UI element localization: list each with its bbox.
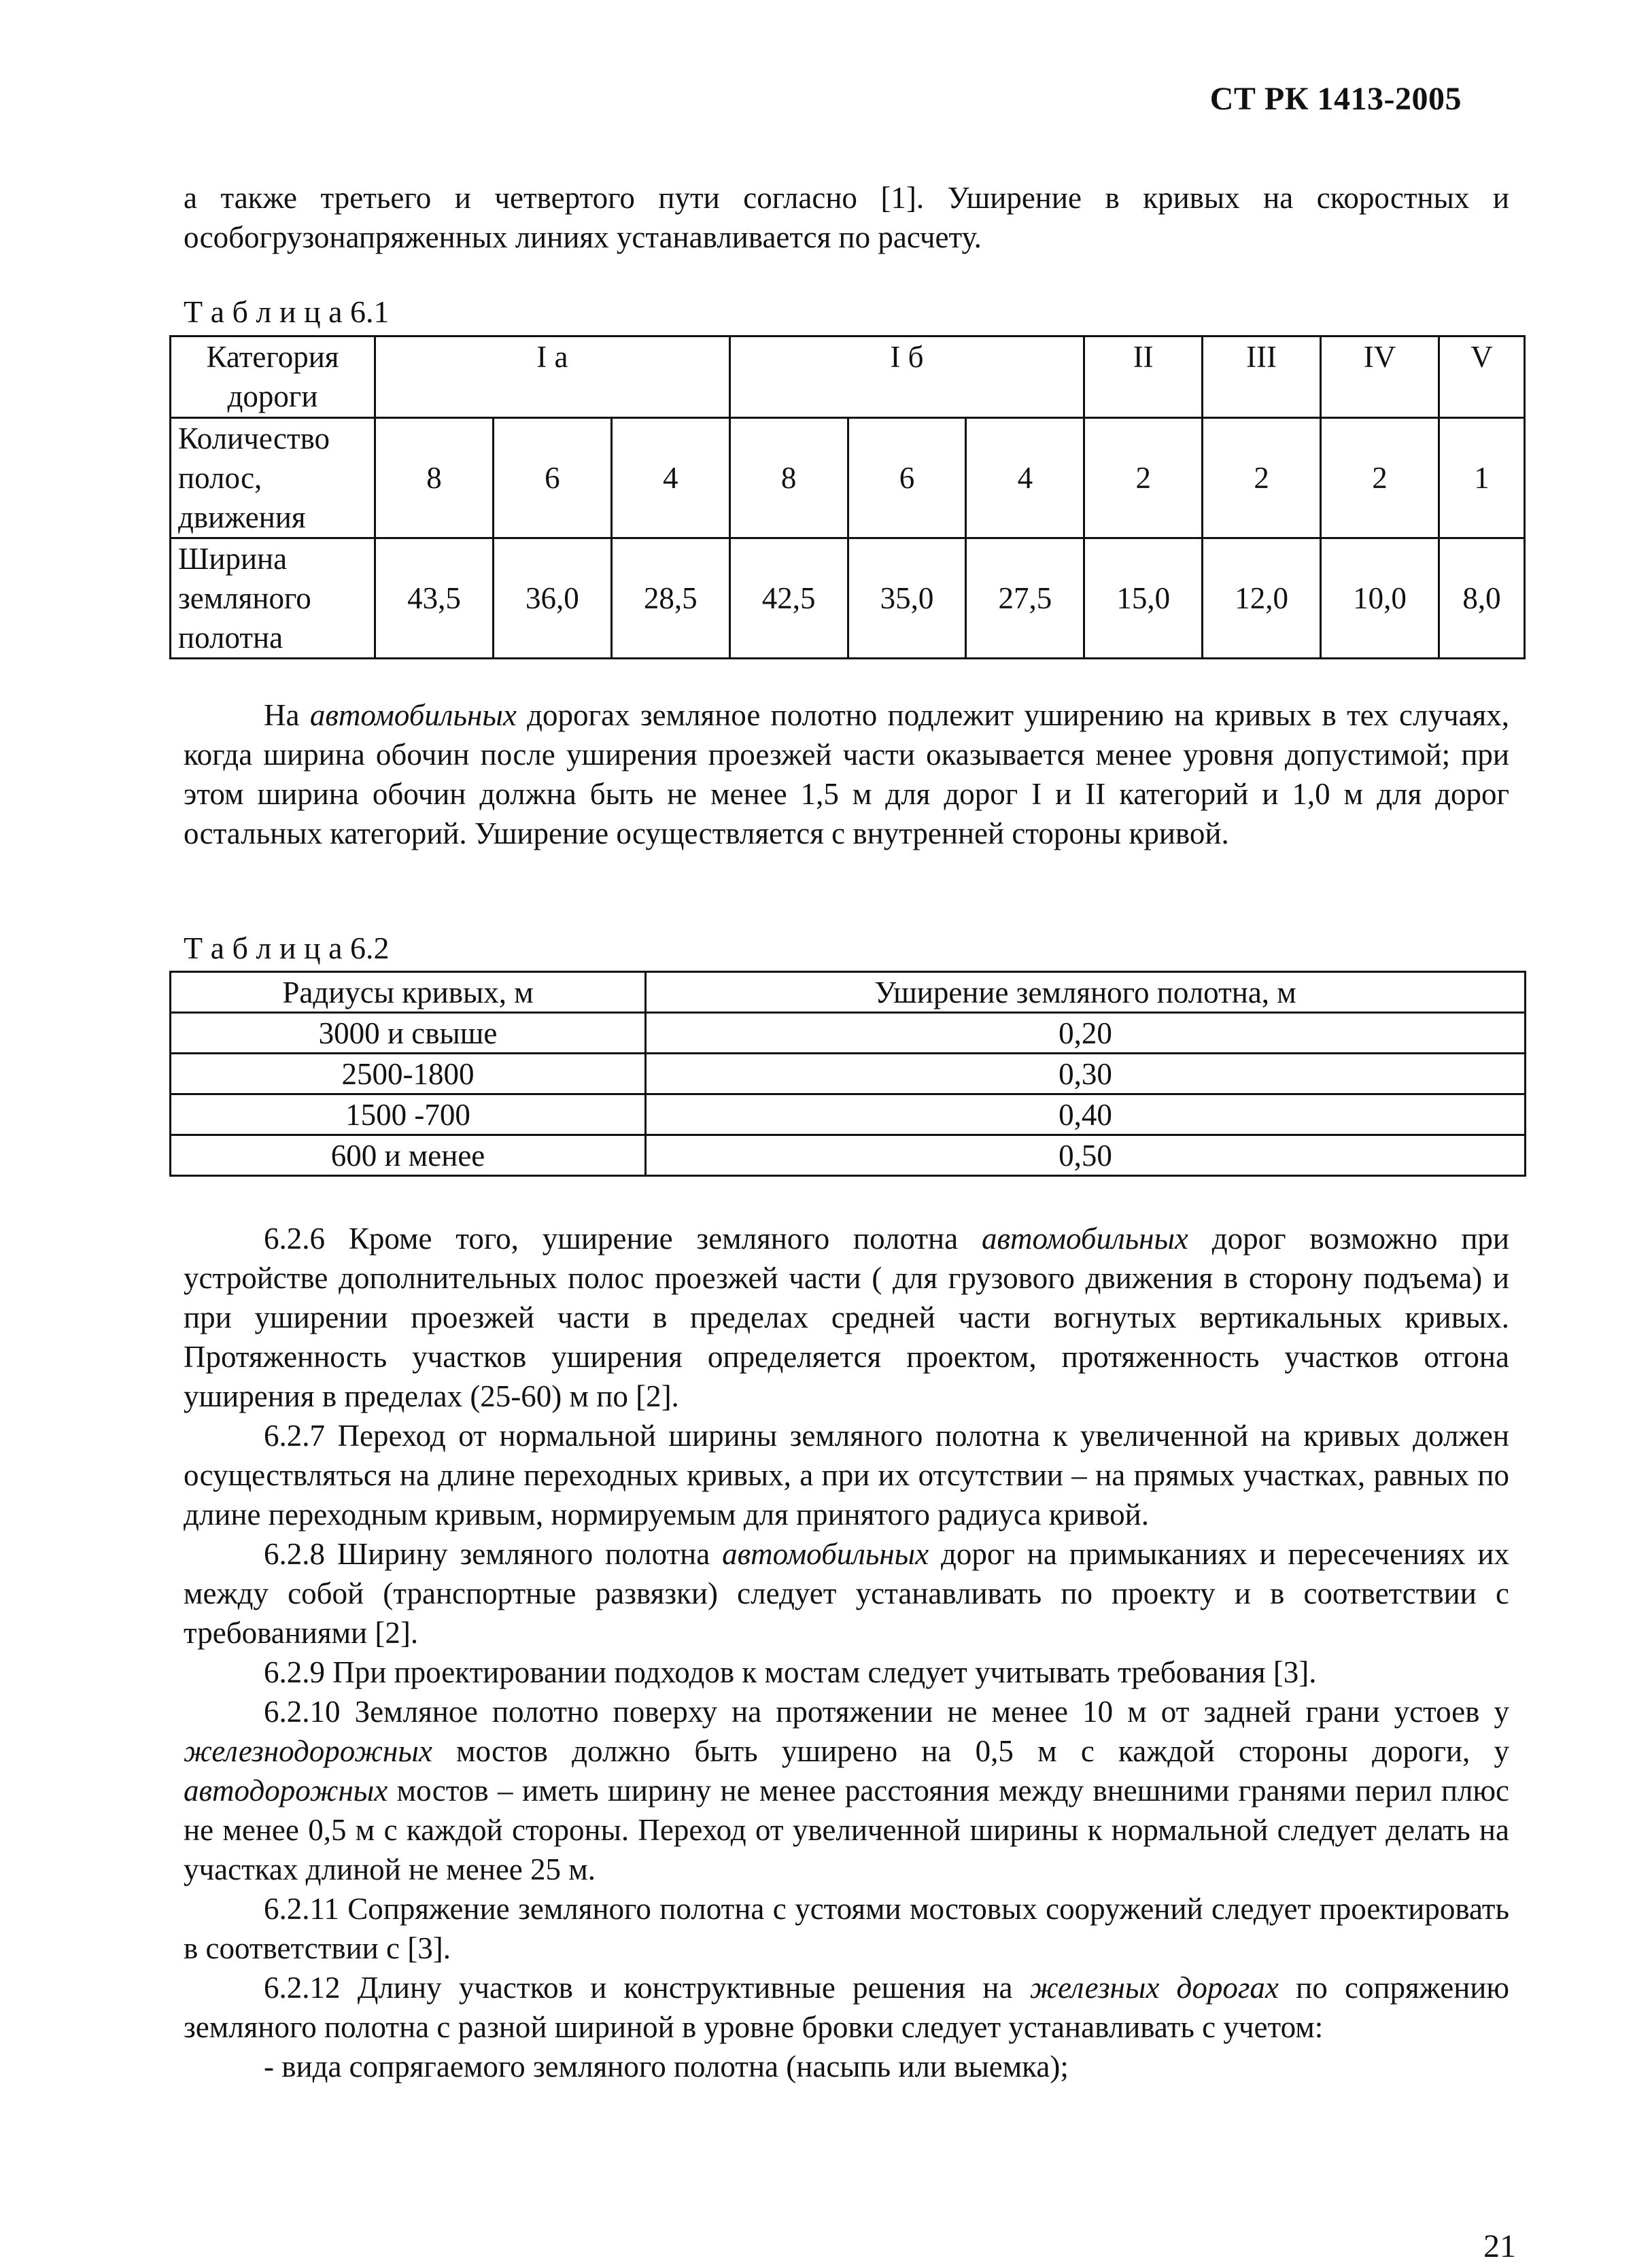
table-row [171,336,1525,418]
table-cell: 3000 и свыше [171,1013,646,1054]
list-item: - вида сопрягаемого земляного полотна (насыпь или выемка); [264,2050,1069,2084]
category-cell: V [1439,336,1524,418]
section-6-2-6: 6.2.6 Кроме того, уширение земляного полотна автомобильных дорог возможно при устройстве дополнительных полос проезжей части ( для грузового движения в сторону подъема) и при уширении проезжей части в пределах средней части вогнутых вертикальных кривых. Протяженность участков уширения определяется проектом, протяженность участков отгона уширения в пределах (25-60) м по [2]. [184,1222,1510,1413]
section-6-2-9: 6.2.9 При проектировании подходов к мостам следует учитывать требования [3]. [264,1655,1317,1689]
table-cell: 12,0 [1203,538,1321,659]
table-cell: 1 [1439,418,1524,538]
curve-widening-table [169,971,1526,1177]
table-cell: 6 [493,418,611,538]
table-row [171,418,1525,538]
table-row [171,1135,1526,1176]
table-header-cell: Радиусы кривых, м [171,972,646,1013]
table-cell: 4 [611,418,729,538]
table-cell: 0,30 [646,1054,1526,1094]
table-row [171,1054,1526,1094]
table-cell: 0,40 [646,1094,1526,1135]
category-cell: I а [375,336,730,418]
sections-body [184,1219,1509,2086]
category-cell: I б [729,336,1084,418]
auto-roads-paragraph: На автомобильных дорогах земляное полотно подлежит уширению на кривых в тех случаях, когда ширина обочин после уширения проезжей части оказывается менее уровня допустимой; при этом ширина обочин должна быть не менее 1,5 м для дорог I и II категорий и 1,0 м для дорог остальных категорий. Уширение осуществляется с внутренней стороны кривой. [184,698,1509,850]
table-cell: 0,50 [646,1135,1526,1176]
table-cell: 2 [1084,418,1203,538]
table-cell: 4 [966,418,1084,538]
intro-paragraph [184,178,1509,257]
page-number: 21 [1483,2228,1516,2264]
table-cell: 27,5 [966,538,1084,659]
table-cell: 8,0 [1439,538,1524,659]
table-cell: 2500-1800 [171,1054,646,1094]
table-cell: 600 и менее [171,1135,646,1176]
table2-caption: Т а б л и ц а 6.2 [184,931,390,965]
table-cell: 6 [848,418,966,538]
section-6-2-7: 6.2.7 Переход от нормальной ширины земляного полотна к увеличенной на кривых должен осуществляться на длине переходных кривых, а при их отсутствии – на прямых участках, равных по длине переходным кривым, нормируемым для принятого радиуса кривой. [184,1419,1509,1532]
row-label-lanes: Количество полос, движения [171,418,375,538]
category-cell: IV [1321,336,1439,418]
table-cell: 43,5 [375,538,494,659]
table-cell: 36,0 [493,538,611,659]
category-cell: II [1084,336,1203,418]
section-6-2-12: 6.2.12 Длину участков и конструктивные решения на железных дорогах по сопряжению земляного полотна с разной шириной в уровне бровки следует устанавливать с учетом: [184,1971,1509,2044]
row-label-width: Ширина земляного полотна [171,538,375,659]
table-cell: 0,20 [646,1013,1526,1054]
table-cell: 15,0 [1084,538,1203,659]
document-code-header: СТ РК 1413-2005 [1209,81,1462,117]
table-cell: 8 [729,418,848,538]
table-header-cell: Уширение земляного полотна, м [646,972,1526,1013]
category-cell: III [1203,336,1321,418]
table-cell: 35,0 [848,538,966,659]
intro-text: а также третьего и четвертого пути согласно [1]. Уширение в кривых на скоростных и особогрузонапряженных линиях устанавливается по расчету. [184,181,1509,254]
table-row [171,1094,1526,1135]
section-6-2-10: 6.2.10 Земляное полотно поверху на протяжении не менее 10 м от задней грани устоев у железнодорожных мостов должно быть уширено на 0,5 м с каждой стороны дороги, у автодорожных мостов – иметь ширину не менее расстояния между внешними гранями перил плюс не менее 0,5 м с каждой стороны. Переход от увеличенной ширины к нормальной следует делать на участках длиной не менее 25 м. [184,1695,1509,1886]
table-row [171,538,1525,659]
table-cell: 8 [375,418,494,538]
table-cell: 42,5 [729,538,848,659]
table-cell: 1500 -700 [171,1094,646,1135]
table-row [171,1013,1526,1054]
table-cell: 2 [1203,418,1321,538]
table-cell: 2 [1321,418,1439,538]
table-cell: 10,0 [1321,538,1439,659]
table1-caption: Т а б л и ц а 6.1 [184,294,390,329]
section-6-2-8: 6.2.8 Ширину земляного полотна автомобильных дорог на примыканиях и пересечениях их между собой (транспортные развязки) следует устанавливать по проекту и в соответствии с требованиями [2]. [184,1537,1509,1650]
table-header-cell: Категория дороги [171,336,375,418]
table-cell: 28,5 [611,538,729,659]
road-width-table [169,335,1526,659]
section-6-2-11: 6.2.11 Сопряжение земляного полотна с устоями мостовых сооружений следует проектировать в соответствии с [3]. [184,1892,1509,1965]
table-row [171,972,1526,1013]
